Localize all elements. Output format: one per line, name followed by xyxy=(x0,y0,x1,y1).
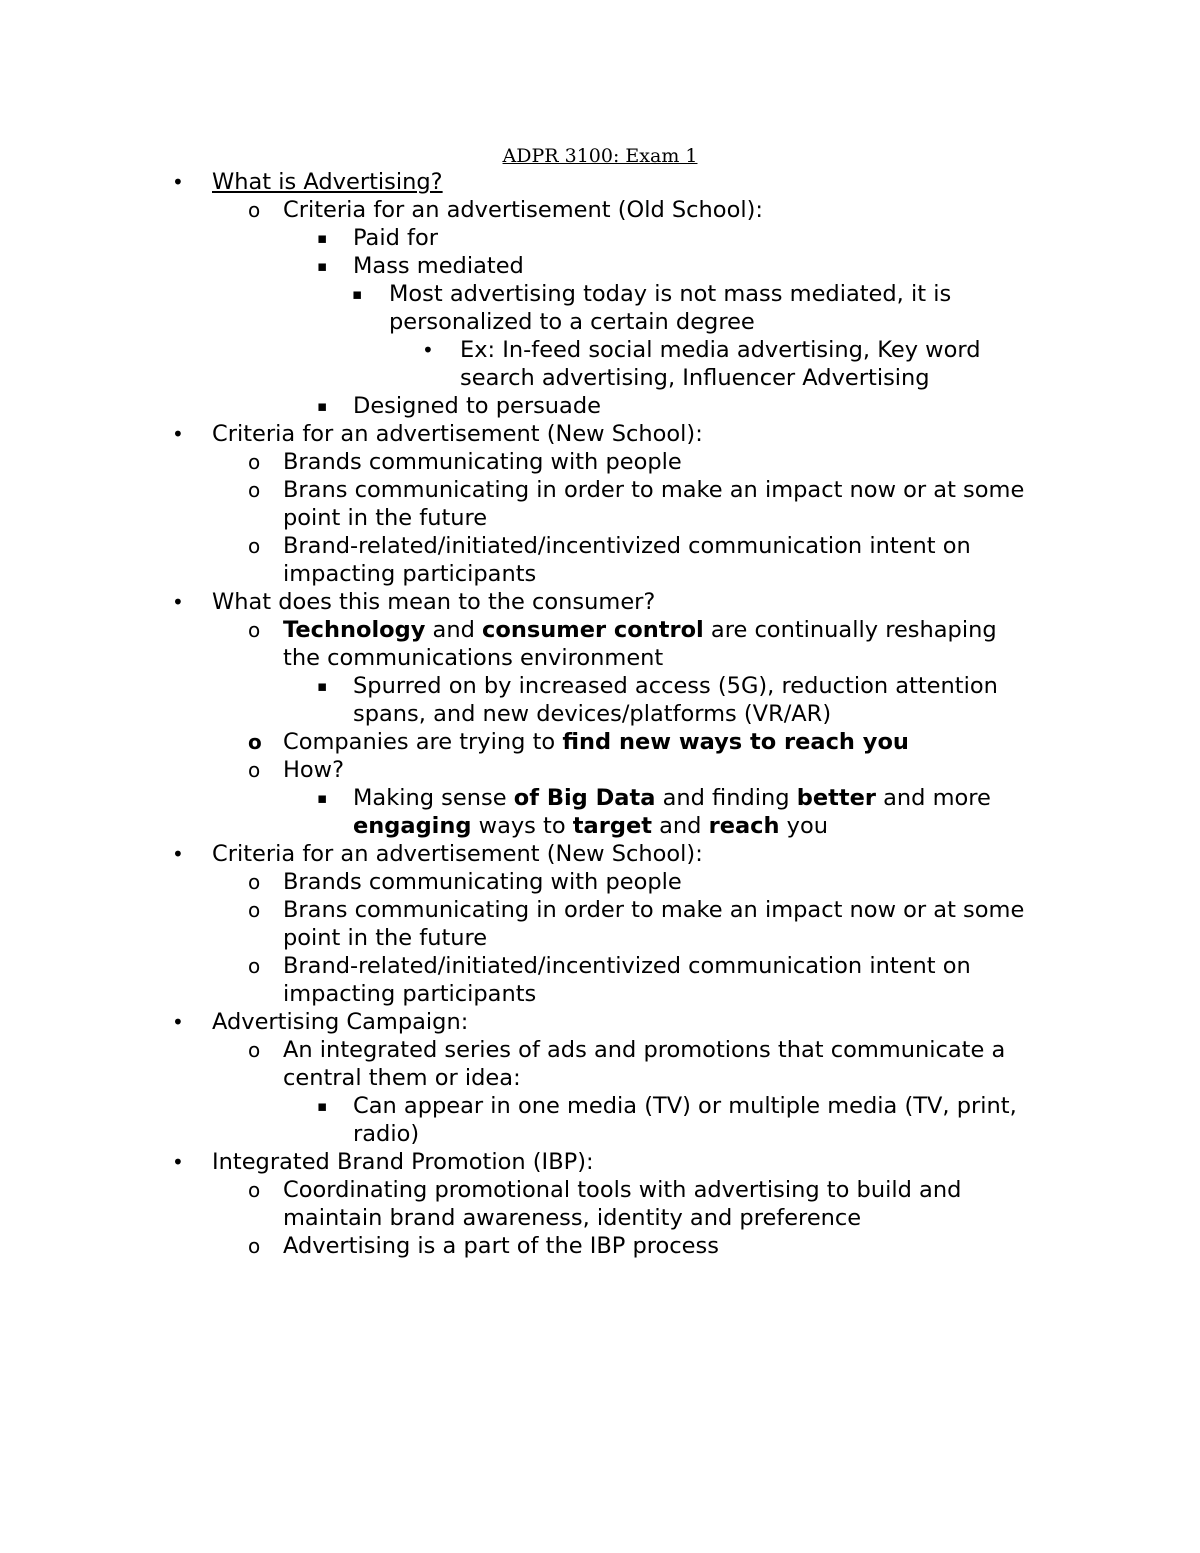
list-item-continuation: radio) xyxy=(353,1121,420,1147)
bullet-disc-icon: • xyxy=(172,590,184,614)
list-item: o Brand-related/initiated/incentivized communication intent on xyxy=(248,533,971,559)
list-item: • What is Advertising? xyxy=(172,169,443,195)
bullet-circle-icon: o xyxy=(248,478,261,502)
list-item: ▪ Making sense of Big Data and finding better and more xyxy=(317,785,991,811)
bullet-disc-icon: • xyxy=(172,170,184,194)
bullet-square-icon: ▪ xyxy=(317,789,328,807)
bullet-disc-icon: • xyxy=(172,1010,184,1034)
list-item: o Coordinating promotional tools with advertising to build and xyxy=(248,1177,962,1203)
bullet-square-icon: ▪ xyxy=(352,285,363,303)
list-item: o Technology and consumer control are continually reshaping xyxy=(248,617,997,643)
list-item: • Criteria for an advertisement (New School): xyxy=(172,421,703,447)
bullet-circle-icon: o xyxy=(248,898,261,922)
list-item: ▪ Designed to persuade xyxy=(317,393,601,419)
list-item: o Brans communicating in order to make an impact now or at some xyxy=(248,897,1025,923)
list-item: o Brans communicating in order to make an impact now or at some xyxy=(248,477,1025,503)
list-item: ▪ Spurred on by increased access (5G), reduction attention xyxy=(317,673,998,699)
list-item-continuation: point in the future xyxy=(283,925,488,951)
bullet-circle-icon: o xyxy=(248,954,261,978)
list-item: o Brands communicating with people xyxy=(248,449,682,475)
bullet-square-icon: ▪ xyxy=(317,257,328,275)
bullet-square-icon: ▪ xyxy=(317,397,328,415)
list-item: o Brands communicating with people xyxy=(248,869,682,895)
list-item-continuation: impacting participants xyxy=(283,561,537,587)
bullet-disc-icon: • xyxy=(422,338,434,362)
list-item: • Ex: In-feed social media advertising, Key word xyxy=(422,337,981,363)
bullet-circle-icon: o xyxy=(248,534,261,558)
list-item-continuation: search advertising, Influencer Advertising xyxy=(460,365,930,391)
list-item: ▪ Paid for xyxy=(317,225,438,251)
list-item-continuation: engaging ways to target and reach you xyxy=(353,813,829,839)
list-item: o How? xyxy=(248,757,345,783)
page-title: ADPR 3100: Exam 1 xyxy=(502,145,698,167)
list-item: o Companies are trying to find new ways to reach you xyxy=(248,729,909,755)
bullet-circle-icon: o xyxy=(248,870,261,894)
list-item: o Brand-related/initiated/incentivized communication intent on xyxy=(248,953,971,979)
outline xyxy=(0,168,1200,1260)
list-item: o Criteria for an advertisement (Old School): xyxy=(248,197,763,223)
list-item-continuation: maintain brand awareness, identity and preference xyxy=(283,1205,862,1231)
bullet-disc-icon: • xyxy=(172,842,184,866)
list-item: ▪ Can appear in one media (TV) or multiple media (TV, print, xyxy=(317,1093,1017,1119)
list-item-continuation: spans, and new devices/platforms (VR/AR) xyxy=(353,701,832,727)
list-item: ▪ Mass mediated xyxy=(317,253,524,279)
list-item: o Advertising is a part of the IBP process xyxy=(248,1233,719,1259)
bullet-circle-icon: o xyxy=(248,450,261,474)
list-item: • What does this mean to the consumer? xyxy=(172,589,656,615)
list-item: • Advertising Campaign: xyxy=(172,1009,469,1035)
bullet-circle-icon: o xyxy=(248,730,262,754)
bullet-circle-icon: o xyxy=(248,1038,261,1062)
list-item-continuation: the communications environment xyxy=(283,645,664,671)
bullet-square-icon: ▪ xyxy=(317,1097,328,1115)
list-item: • Integrated Brand Promotion (IBP): xyxy=(172,1149,594,1175)
bullet-circle-icon: o xyxy=(248,1234,261,1258)
bullet-circle-icon: o xyxy=(248,758,261,782)
bullet-disc-icon: • xyxy=(172,1150,184,1174)
bullet-square-icon: ▪ xyxy=(317,229,328,247)
bullet-square-icon: ▪ xyxy=(317,677,328,695)
bullet-disc-icon: • xyxy=(172,422,184,446)
bullet-circle-icon: o xyxy=(248,1178,261,1202)
list-item-continuation: point in the future xyxy=(283,505,488,531)
list-item: ▪ Most advertising today is not mass mediated, it is xyxy=(352,281,952,307)
list-item: • Criteria for an advertisement (New School): xyxy=(172,841,703,867)
list-item-continuation: impacting participants xyxy=(283,981,537,1007)
list-item-continuation: personalized to a certain degree xyxy=(389,309,755,335)
list-item: o An integrated series of ads and promotions that communicate a xyxy=(248,1037,1006,1063)
bullet-circle-icon: o xyxy=(248,618,261,642)
bullet-circle-icon: o xyxy=(248,198,261,222)
list-item-continuation: central them or idea: xyxy=(283,1065,521,1091)
